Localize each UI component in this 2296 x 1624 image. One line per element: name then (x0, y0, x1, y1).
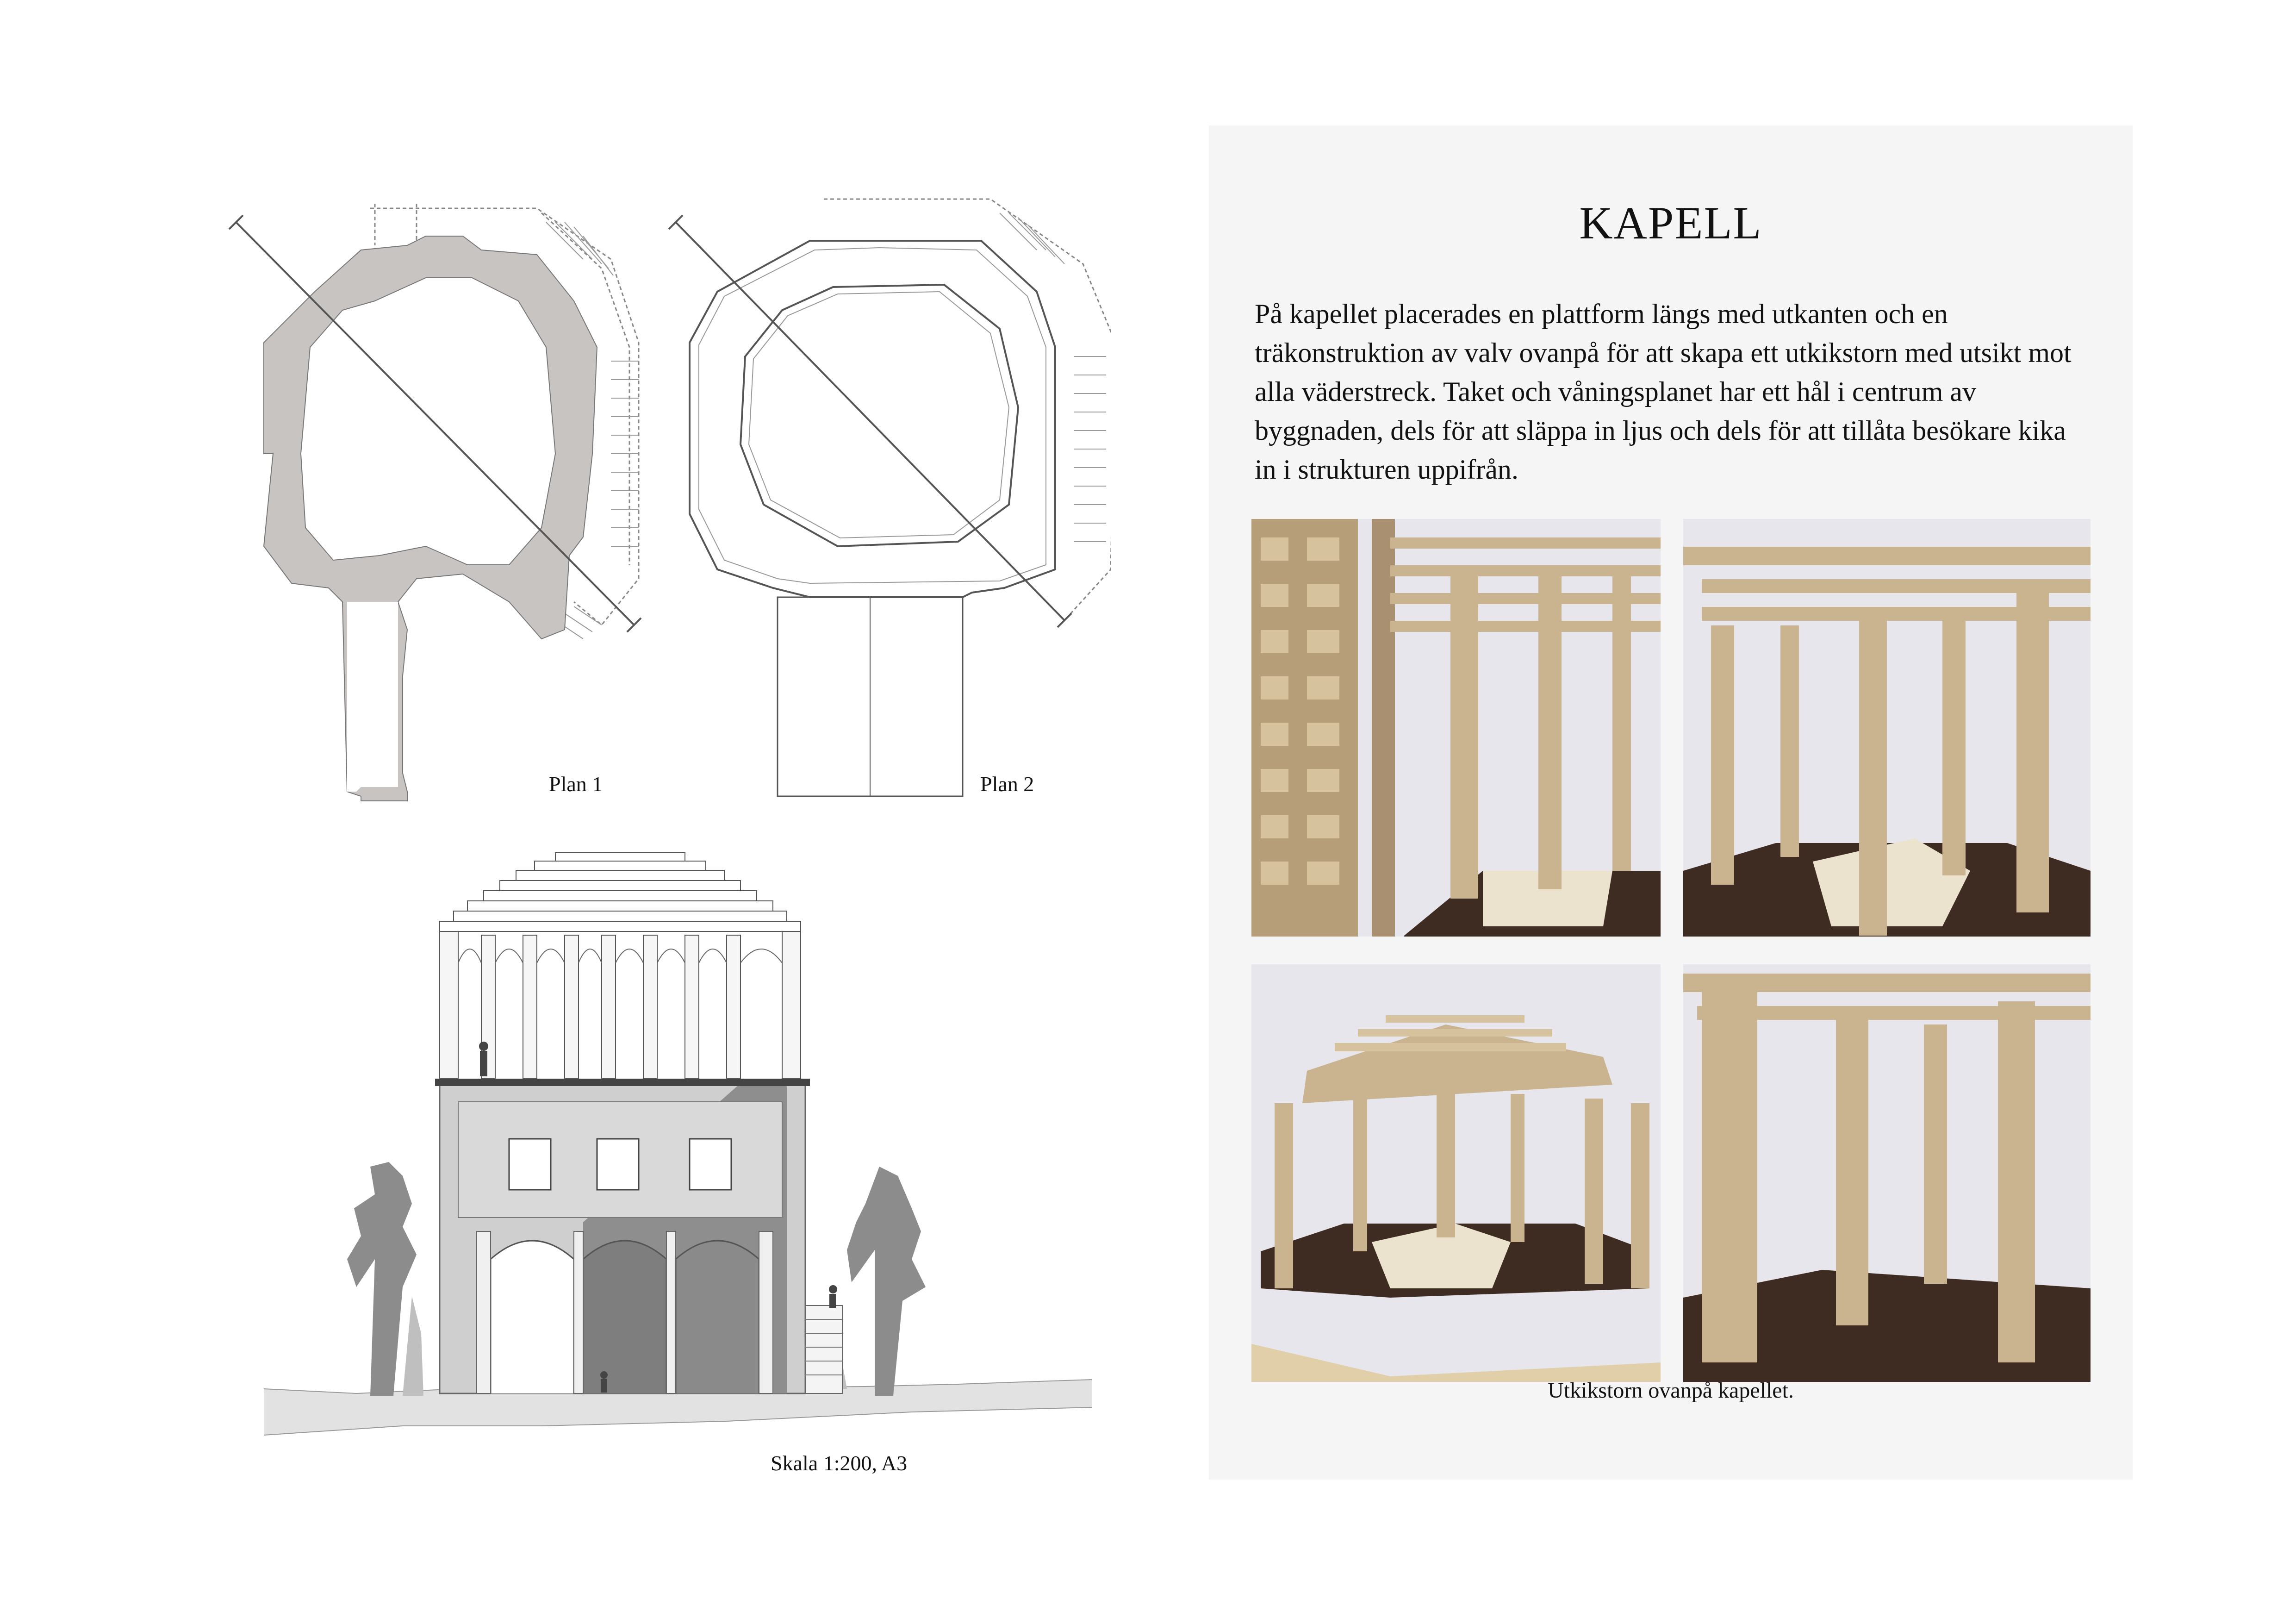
render-image-1 (1251, 519, 1661, 937)
scale-label: Skala 1:200, A3 (771, 1451, 908, 1475)
render-image-2 (1683, 519, 2091, 937)
description-panel (1209, 125, 2133, 1480)
page-title: KAPELL (1579, 197, 1762, 249)
description-text: På kapellet placerades en plattform längs med utkanten och en träkonstruktion av valv ovanpå för att skapa ett utkikstorn med utsikt mot alla väderstreck. Taket och våningsplanet har ett hål i centrum av byggnaden, dels för att släppa in ljus och dels för att tillåta besökare kika in i strukturen uppifrån. (1255, 299, 2072, 485)
render-image-4 (1683, 964, 2091, 1382)
render-image-3 (1251, 964, 1661, 1382)
plan-2-drawing (666, 190, 1111, 810)
plan-1-drawing (222, 194, 666, 810)
render-caption: Utkikstorn ovanpå kapellet. (1548, 1378, 1794, 1403)
plan-2-label: Plan 2 (980, 772, 1034, 796)
plan-1-label: Plan 1 (549, 772, 603, 796)
section-drawing (264, 843, 1092, 1458)
